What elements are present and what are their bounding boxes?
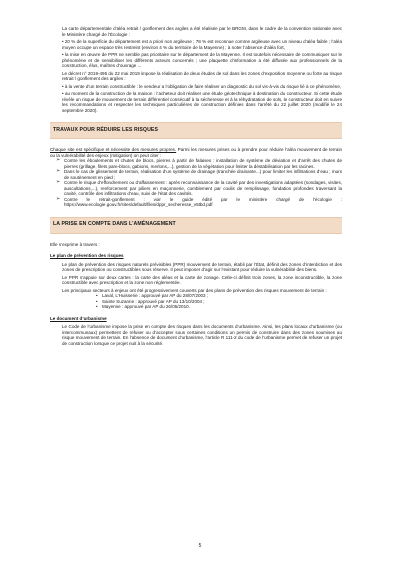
- list-item: [56, 169, 342, 180]
- list-item-text: Contre le retrait-gonflement : voir le guide édité par le ministère chargé de l’écologie : https://www.ecologie.gouv.fr/sites/default/files/dppr_secheresse_v5tbd.pdf: [64, 196, 342, 207]
- intro-paragraph-2: Le décret n° 2019-495 du 22 mai 2019 impose la réalisation de deux études de sol dans les zones d’exposition moyenne ou forte au risque retrait / gonflement des argiles :: [62, 70, 342, 81]
- ppr-paragraph-2: Le PPR s’appuie sur deux cartes : la carte des aléas et la carte de zonage. Celle-ci définit trois zones, la zone inconstructible, la zone constructible avec prescription et la zone non réglementée.: [62, 274, 342, 285]
- arrow-bullet-icon: ➢: [56, 195, 61, 202]
- intro-paragraph-1: La carte départementale d’aléa retrait / gonflement des argiles a été réalisée par le BRGM, dans le cadre de la convention nationale avec le Ministère chargé de l’Écologie :: [62, 26, 342, 37]
- list-item: [96, 304, 342, 310]
- ppr-paragraph-1: Le plan de prévention des risques naturels prévisibles (PPR) mouvement de terrain, établi par l’État, définit des zones d’interdiction et des zones de prescription ou constructibles sous réserve. Il peut imposer d’agir sur l’existant pour réduire la vulnérabilité des biens.: [62, 261, 342, 272]
- arrow-bullet-icon: ➢: [56, 179, 61, 185]
- list-item-text: Contre le risque d’effondrement ou d’affaissement : après reconnaissance de la cavité par des investigations adaptées (sondages, visites, auscultations,...), renforcement par piliers en maçonnerie, comblement par coulis de remplissage, fondation profondes traversant la cavité, contrôle des infiltrations d’eau, suivi de l’état des cavités.: [64, 180, 342, 196]
- section-heading-travaux: [50, 122, 342, 139]
- list-item-text: Contre les éboulements et chutes de blocs, pierres à partir de falaises : installation de système de déviation et d’arrêt des chutes de pierres (grillage, filets pare-blocs, gabions, merlons,...), gestion de la végétation pour limiter la déstabilisation par les racines.: [64, 158, 342, 169]
- mitigation-list: [50, 158, 342, 208]
- list-item: [56, 197, 342, 208]
- list-item: [56, 180, 342, 197]
- bullet-icon: •: [96, 304, 98, 309]
- section-title: TRAVAUX POUR RÉDUIRE LES RISQUES: [53, 126, 159, 133]
- subsection-title-urbanisme: Le document d’urbanisme: [50, 315, 107, 321]
- subsection-title-ppr: Le plan de prévention des risques: [50, 253, 124, 258]
- bullet-icon: •: [96, 293, 98, 298]
- travaux-section: [50, 147, 342, 208]
- page-number: 5: [198, 542, 202, 549]
- lead-underlined: Chaque site est spécifique et nécessite des mesures propres.: [50, 147, 177, 152]
- travaux-lead: [50, 147, 342, 158]
- list-item-text: Mayenne : approuvé par AP du 26/05/2010.: [102, 304, 190, 309]
- intro-bullet-4: • au moment de la construction de la maison : l’acheteur doit réaliser une étude géotechnique à destination du constructeur. Si cette étude révèle un risque de mouvement de terrain différentiel consécutif à la sécheresse et à la réhydratation de sols, le constructeur doit en suivre les recommandations et respecter les techniques particulières de construction définies dans l’arrêté du 22 juillet 2020 (modifié le 24 septembre 2020).: [62, 91, 342, 113]
- intro-bullet-2: • la mise en œuvre de PPR ne semble pas prioritaire sur le département de la Mayenne. Il est toutefois nécessaire de communiquer sur le phénomène et de sensibiliser les différents acteurs concernés ; une plaquette d’information a été diffusée aux professionnels de la construction, élus, maîtres d’ouvrage ...: [62, 52, 342, 68]
- intro-bullet-1: • 20 % de la superficie du département est a priori non argileuse ; 78 % est reconnue comme argileuse avec un niveau d’aléa faible ; l’aléa moyen occupe un espace très restreint (environ 4 % du territoire de la Mayenne) ; à noter l’absence d’aléa fort,: [62, 39, 342, 50]
- list-item: [56, 158, 342, 169]
- list-item-text: Sainte Suzanne : approuvé par AP du 13/10/2004 ;: [102, 298, 205, 304]
- intro-block: [50, 26, 342, 113]
- intro-bullet-3: • à la vente d’un terrain constructible : le vendeur a l’obligation de faire réaliser un diagnostic du sol vis-à-vis du risque lié à ce phénomène,: [62, 83, 342, 89]
- list-item-text: Dans le cas de glissement de terrain, réalisation d’un système de drainage (tranchée drainante...) pour limiter les infiltrations d’eau ; murs de soutènement en pied ;: [64, 169, 342, 180]
- section-heading-amenagement: [50, 217, 342, 234]
- list-item-text: Laval, L’Huisserie : approuvé par AP du 28/07/2003 ;: [102, 293, 209, 298]
- lead-rest: Parmi les mesures prises ou à prendre pour réduire l’aléa mouvement de terrain ou la vulnérabilité des enjeux (mitigation) on peut citer :: [50, 147, 342, 158]
- arrow-bullet-icon: ➢: [56, 157, 61, 163]
- ppr-list: [50, 293, 342, 310]
- amenagement-lead: Elle s’exprime à travers :: [50, 241, 100, 247]
- bullet-icon: •: [96, 298, 98, 304]
- urbanisme-paragraph: Le Code de l’urbanisme impose la prise en compte des risques dans les documents d’urbanisme. Ainsi, les plans locaux d’urbanisme (ou intercommunaux) permettent de refuser ou d’accepter sous certaines conditions un permis de construire dans des zones soumises au risque mouvement de terrain. En l’absence de document d’urbanisme, l’article R 111-2 du code de l’urbanisme permet de refuser un projet de construction lorsque ce projet nuit à la sécurité.: [62, 324, 342, 346]
- amenagement-section: [50, 242, 342, 347]
- section-title: LA PRISE EN COMPTE DANS L’AMÉNAGEMENT: [53, 221, 176, 228]
- ppr-paragraph-3: Les principaux secteurs à enjeux ont été progressivement couverts par des plans de prévention des risques mouvement de terrain :: [62, 287, 327, 293]
- arrow-bullet-icon: ➢: [56, 168, 61, 174]
